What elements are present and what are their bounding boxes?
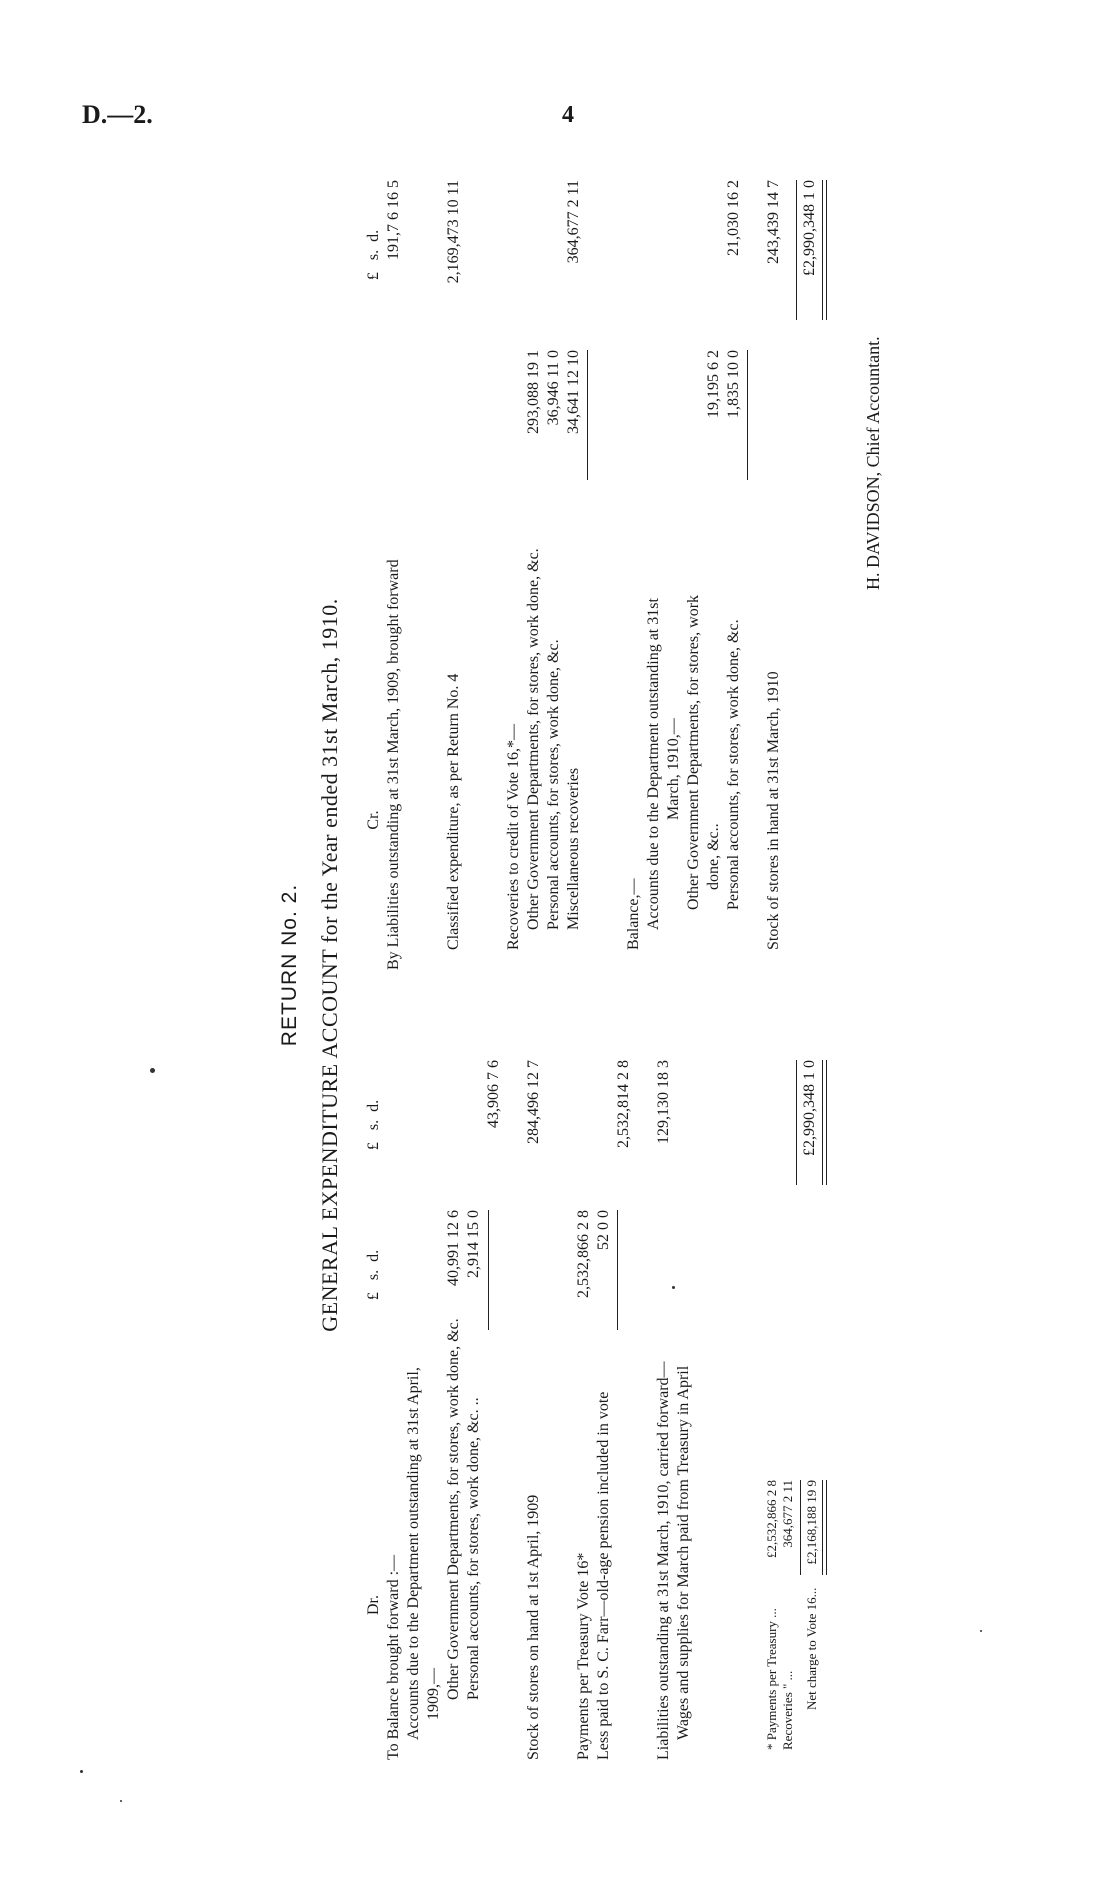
dr-less-paid-amt: 52 0 0 [595,1210,612,1250]
cr-bal-total: 21,030 16 2 [725,180,742,256]
cr-recoveries: Recoveries to credit of Vote 16,*— [505,723,522,950]
dr-stock: Stock of stores on hand at 1st April, 1909 [525,1494,542,1760]
cr-rec-misc: Miscellaneous recoveries [565,767,582,930]
cr-balance: Balance,— [625,878,642,950]
fn-recoveries-label: Recoveries " ... [780,1670,795,1750]
cr-classified-amt: 2,169,473 10 11 [445,180,462,284]
dr-liabilities-2: Wages and supplies for March paid from Treasury in April [675,1365,692,1740]
fn-net-label: Net charge to Vote 16... [804,1587,819,1710]
rule [587,350,588,480]
account-title: GENERAL EXPENDITURE ACCOUNT for the Year ended 31st March, 1910. [317,598,342,1332]
rule [617,1210,618,1330]
dr-total: £2,990,348 1 0 [801,1060,818,1156]
cr-bal-accounts-1: Accounts due to the Department outstanding at 31st [645,598,662,930]
cr-stock-amt: 243,439 14 7 [765,180,782,264]
cr-bal-accounts-2: March, 1910,— [665,718,682,820]
return-number: RETURN No. 2. [278,883,301,1047]
cr-rec-misc-amt: 34,641 12 10 [565,350,582,434]
page-reference: D.—2. [82,100,153,129]
cr-rec-personal: Personal accounts, for stores, work done, &c. [545,639,562,930]
page-number: 4 [562,102,574,128]
cr-liabilities-amt: 191,7 6 16 5 [385,180,402,260]
dr-heading: Dr. [365,1595,382,1615]
dr-personal-amt: 2,914 15 0 [465,1210,482,1278]
cr-total: £2,990,348 1 0 [801,180,818,276]
fn-recoveries-amt: 364,677 2 11 [780,1480,795,1548]
dr-accounts-due-1: Accounts due to the Department outstanding at 31st April, [405,1367,422,1740]
dr-other-govt: Other Government Departments, for stores, work done, &c. [445,1318,462,1700]
dr-subtotal: 43,906 7 6 [485,1060,502,1128]
fn-payments-label: * Payments per Treasury ... [764,1608,779,1750]
cr-rec-other-amt: 293,088 19 1 [525,350,542,434]
cr-bal-other-1: Other Government Departments, for stores, work [685,594,702,910]
dr-col-heads-2: £ s. d. [365,1099,382,1151]
cr-stock: Stock of stores in hand at 31st March, 1910 [765,671,782,950]
expenditure-account [280,170,900,1760]
fn-net-amt: £2,168,188 19 9 [804,1480,819,1565]
double-rule [822,1060,827,1185]
dr-other-govt-amt: 40,991 12 6 [445,1210,462,1286]
dr-col-heads: £ s. d. [365,1249,382,1301]
dr-payments: Payments per Treasury Vote 16* [575,1552,592,1760]
debit-side [364,1000,884,1760]
dr-payments-amt: 2,532,866 2 8 [575,1210,592,1298]
rule [800,1480,801,1575]
rule [796,180,797,320]
credit-side [364,170,884,970]
rule [796,1060,797,1185]
signature: H. DAVIDSON, Chief Accountant. [863,336,883,590]
cr-bal-other-2: done, &c.. [705,823,722,890]
rule [488,1210,489,1330]
cr-rec-personal-amt: 36,946 11 0 [545,350,562,426]
dr-less-paid: Less paid to S. C. Farr—old-age pension included in vote [595,1391,612,1760]
cr-bal-personal: Personal accounts, for stores, work done, &c. [725,619,742,910]
cr-rec-total: 364,677 2 11 [565,180,582,264]
cr-col-heads: £ s. d. [365,229,382,281]
dr-liabilities-amt: 129,130 18 3 [655,1060,672,1144]
dr-balance-line: To Balance brought forward :— [385,1554,402,1760]
double-rule [822,180,827,320]
rule [747,350,748,480]
cr-classified: Classified expenditure, as per Return No. 4 [445,673,462,950]
dr-stock-amt: 284,496 12 7 [525,1060,542,1144]
dr-personal: Personal accounts, for stores, work done, &c. .. [465,1397,482,1700]
dr-accounts-due-2: 1909,— [425,1668,442,1720]
dr-net-payments: 2,532,814 2 8 [615,1060,632,1148]
fn-payments-amt: £2,532,866 2 8 [764,1480,779,1558]
cr-bal-other-amt: 19,195 6 2 [705,350,722,418]
cr-rec-other: Other Government Departments, for stores, work done, &c. [525,548,542,930]
cr-heading: Cr. [365,810,382,830]
cr-bal-personal-amt: 1,835 10 0 [725,350,742,418]
cr-liabilities: By Liabilities outstanding at 31st March, 1909, brought forward [385,559,402,970]
double-rule [822,1480,827,1575]
dr-liabilities-1: Liabilities outstanding at 31st March, 1910, carried forward— [655,1361,672,1760]
